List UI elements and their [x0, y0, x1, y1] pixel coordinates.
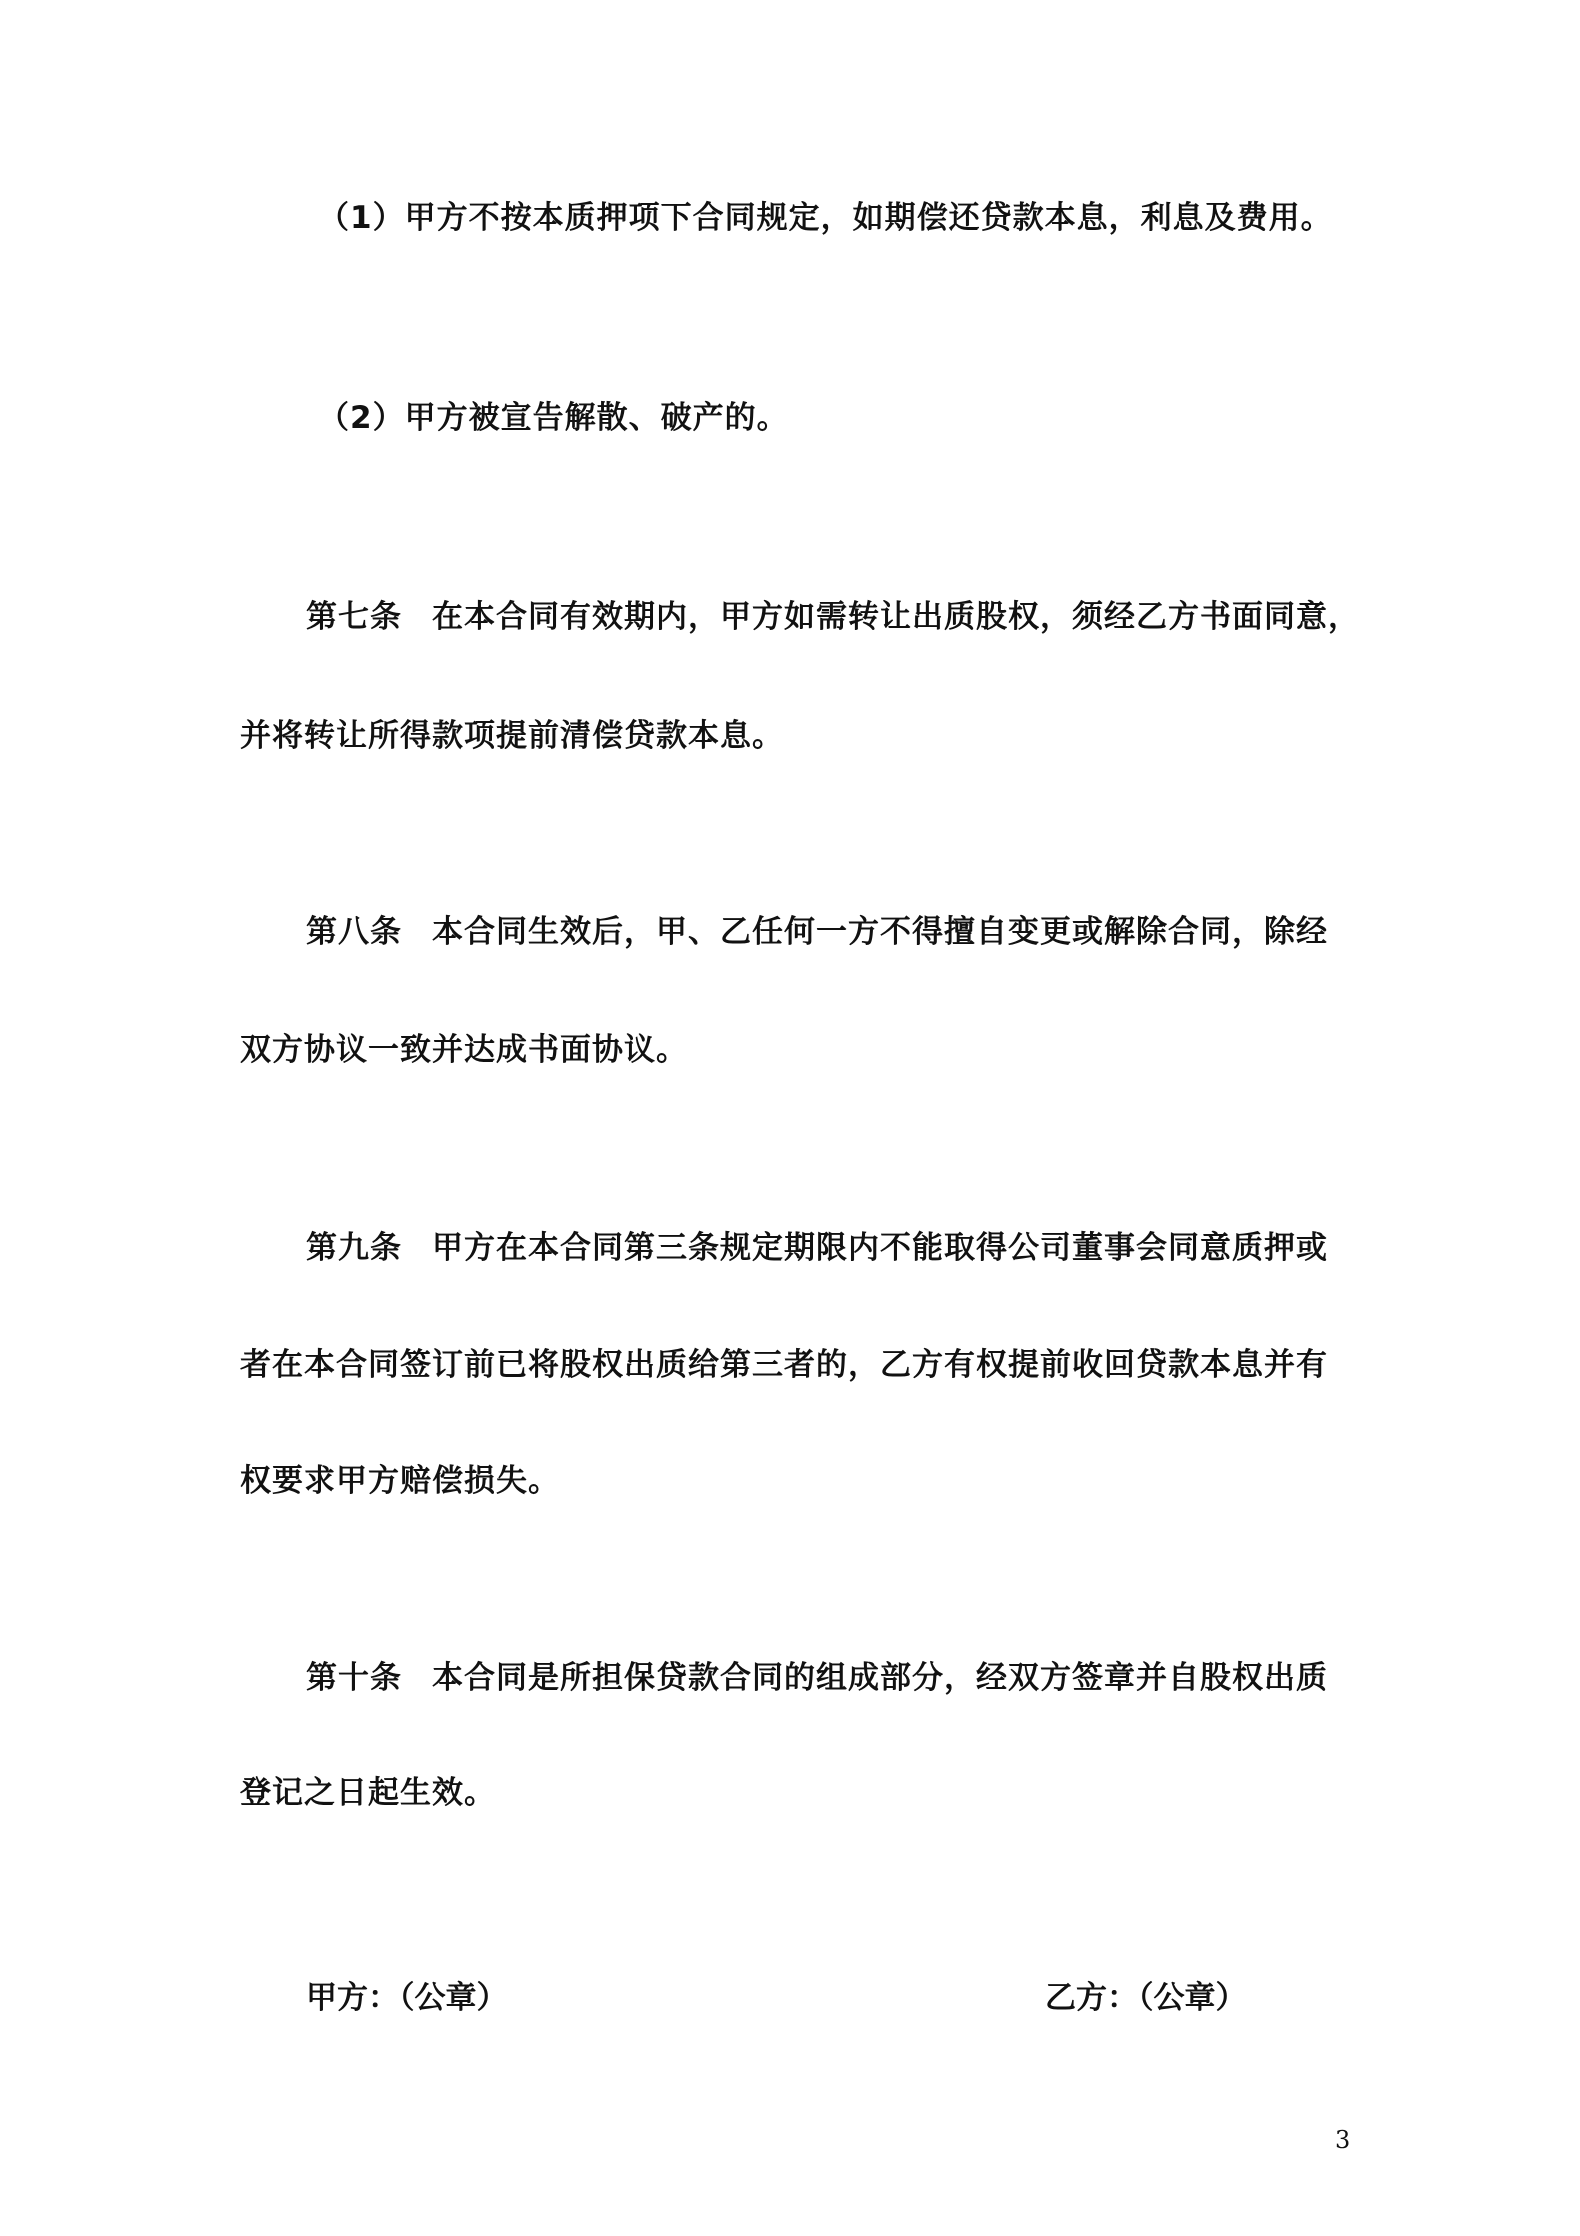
clause-1: （1）甲方不按本质押项下合同规定，如期偿还贷款本息，利息及费用。: [318, 200, 1333, 236]
article-text: 在本合同有效期内，甲方如需转让出质股权，须经乙方书面同意，: [432, 599, 1360, 635]
article-9-line-3: 权要求甲方赔偿损失。: [240, 1463, 560, 1499]
article-9-line-2: 者在本合同签订前已将股权出质给第三者的，乙方有权提前收回贷款本息并有: [240, 1347, 1328, 1383]
article-7-line-1: [306, 597, 1360, 637]
article-8-line-2: 双方协议一致并达成书面协议。: [240, 1032, 688, 1068]
article-text: 本合同生效后，甲、乙任何一方不得擅自变更或解除合同，除经: [432, 914, 1328, 950]
article-number: 第十条: [306, 1660, 402, 1696]
article-10-line-1: [306, 1658, 1328, 1698]
page-number: 3: [1335, 2126, 1351, 2154]
party-b-signature: 乙方：（公章）: [1045, 1980, 1247, 2016]
article-number: 第七条: [306, 599, 402, 635]
article-8-line-1: [306, 912, 1328, 952]
article-7-line-2: 并将转让所得款项提前清偿贷款本息。: [240, 718, 784, 754]
article-text: 本合同是所担保贷款合同的组成部分，经双方签章并自股权出质: [432, 1660, 1328, 1696]
article-9-line-1: [306, 1228, 1328, 1268]
clause-2: （2）甲方被宣告解散、破产的。: [318, 400, 789, 436]
article-text: 甲方在本合同第三条规定期限内不能取得公司董事会同意质押或: [432, 1230, 1328, 1266]
article-number: 第九条: [306, 1230, 402, 1266]
article-number: 第八条: [306, 914, 402, 950]
article-10-line-2: 登记之日起生效。: [240, 1775, 496, 1811]
party-a-signature: 甲方：（公章）: [306, 1980, 508, 2016]
